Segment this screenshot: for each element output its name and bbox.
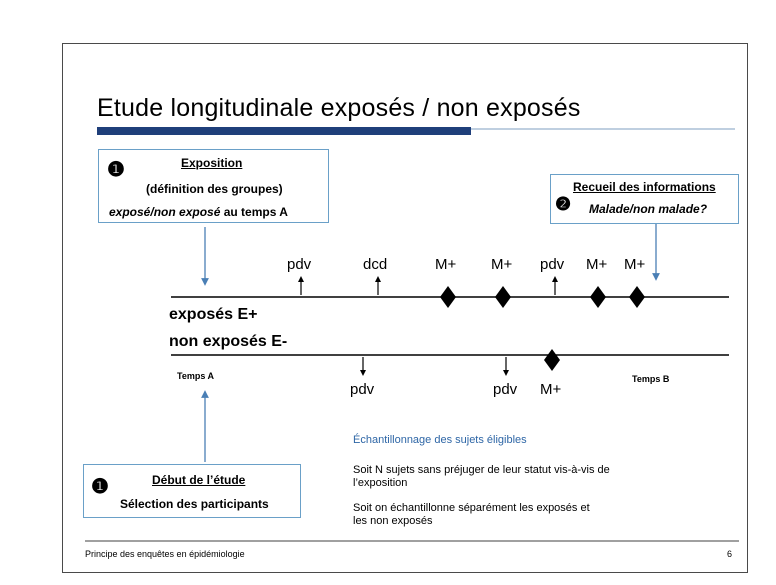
top-marker-7-diamond: [629, 286, 645, 308]
exposition-line1: (définition des groupes): [146, 182, 283, 196]
bullet-two-icon: ❷: [555, 194, 572, 214]
sampling-paragraph-1: Soit N sujets sans préjuger de leur statut vis-à-vis de l’exposition: [353, 464, 610, 489]
bottom-marker-3-label: M+: [540, 381, 562, 398]
group-exposed-label: exposés E+: [169, 306, 258, 323]
debut-box: [83, 464, 301, 518]
top-marker-6-diamond: [590, 286, 606, 308]
bottom-marker-2-label: pdv: [493, 381, 518, 398]
page-number: 6: [727, 549, 733, 559]
recueil-line1: Malade/non malade?: [589, 202, 708, 216]
bullet-one-icon: ❶: [107, 159, 125, 181]
debut-heading: Début de l’étude: [152, 473, 246, 487]
footer-text: Principe des enquêtes en épidémiologie: [85, 549, 245, 559]
group-unexposed-label: non exposés E-: [169, 333, 288, 350]
top-marker-7-label: M+: [624, 256, 646, 273]
top-marker-3-diamond: [440, 286, 456, 308]
top-marker-3-label: M+: [435, 256, 457, 273]
exposition-line2-italic: exposé/non exposé: [109, 205, 221, 219]
top-marker-2-label: dcd: [363, 256, 388, 273]
temps-b-label: Temps B: [632, 374, 670, 384]
debut-line1: Sélection des participants: [120, 497, 269, 511]
recueil-heading: Recueil des informations: [573, 180, 716, 194]
bullet-one-bottom-icon: ❶: [91, 476, 109, 498]
top-marker-1-label: pdv: [287, 256, 312, 273]
temps-a-label: Temps A: [177, 371, 215, 381]
bottom-marker-3-diamond: [544, 349, 560, 371]
top-marker-5-label: pdv: [540, 256, 565, 273]
exposition-heading: Exposition: [181, 156, 243, 170]
sampling-heading: Échantillonnage des sujets éligibles: [353, 434, 527, 446]
top-marker-4-diamond: [495, 286, 511, 308]
bottom-marker-1-label: pdv: [350, 381, 375, 398]
slide-title: Etude longitudinale exposés / non exposés: [97, 94, 581, 122]
top-marker-6-label: M+: [586, 256, 608, 273]
top-marker-4-label: M+: [491, 256, 513, 273]
sampling-paragraph-2: Soit on échantillonne séparément les exposés et les non exposés: [353, 502, 590, 527]
slide: [62, 43, 748, 573]
exposition-line2-rest: au temps A: [220, 205, 288, 219]
